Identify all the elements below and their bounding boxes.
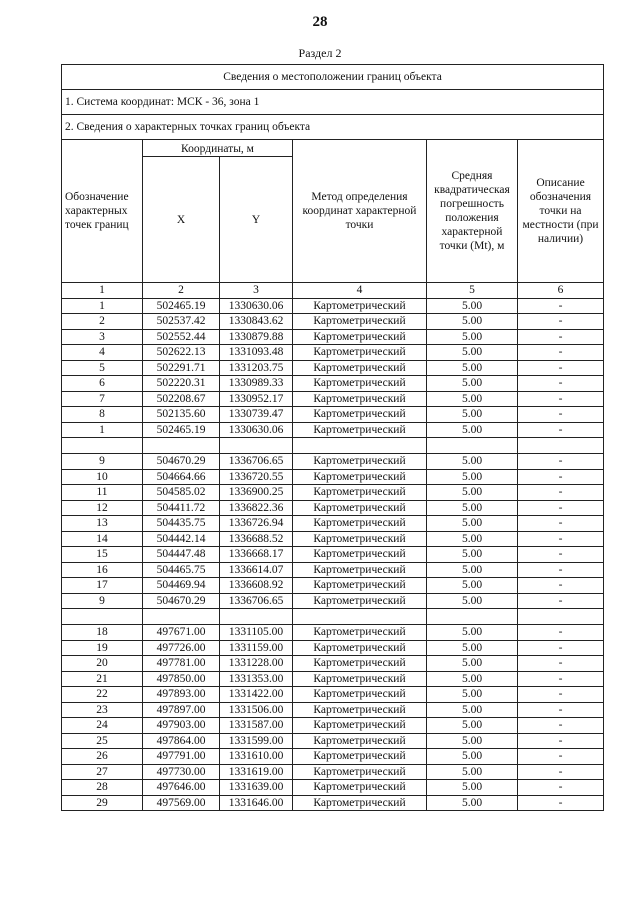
column-numbers-row xyxy=(62,283,604,299)
col-num: 6 xyxy=(518,283,604,299)
error: 5.00 xyxy=(427,764,518,780)
error: 5.00 xyxy=(427,485,518,501)
point-number: 1 xyxy=(62,298,143,314)
error: 5.00 xyxy=(427,749,518,765)
coord-x: 504465.75 xyxy=(143,562,220,578)
point-number: 17 xyxy=(62,578,143,594)
method: Картометрический xyxy=(293,640,427,656)
coord-y: 1330739.47 xyxy=(220,407,293,423)
coord-y: 1331587.00 xyxy=(220,718,293,734)
table-row xyxy=(62,764,604,780)
table-row xyxy=(62,687,604,703)
spacer-cell xyxy=(427,609,518,625)
point-number: 29 xyxy=(62,795,143,811)
method: Картометрический xyxy=(293,376,427,392)
table-row xyxy=(62,780,604,796)
error: 5.00 xyxy=(427,718,518,734)
point-number: 9 xyxy=(62,454,143,470)
description: - xyxy=(518,516,604,532)
error: 5.00 xyxy=(427,345,518,361)
boundary-points-table xyxy=(61,64,604,811)
coord-x: 504447.48 xyxy=(143,547,220,563)
method: Картометрический xyxy=(293,345,427,361)
table-row xyxy=(62,733,604,749)
error: 5.00 xyxy=(427,407,518,423)
header-x: X xyxy=(143,157,220,283)
coord-y: 1336726.94 xyxy=(220,516,293,532)
table-row xyxy=(62,314,604,330)
point-number: 1 xyxy=(62,422,143,438)
coord-x: 504585.02 xyxy=(143,485,220,501)
point-number: 27 xyxy=(62,764,143,780)
description: - xyxy=(518,640,604,656)
point-number: 18 xyxy=(62,625,143,641)
error: 5.00 xyxy=(427,656,518,672)
coord-y: 1331159.00 xyxy=(220,640,293,656)
error: 5.00 xyxy=(427,531,518,547)
error: 5.00 xyxy=(427,562,518,578)
table-row xyxy=(62,469,604,485)
point-number: 6 xyxy=(62,376,143,392)
error: 5.00 xyxy=(427,314,518,330)
point-number: 22 xyxy=(62,687,143,703)
description: - xyxy=(518,329,604,345)
error: 5.00 xyxy=(427,516,518,532)
point-number: 11 xyxy=(62,485,143,501)
error: 5.00 xyxy=(427,454,518,470)
table-row xyxy=(62,640,604,656)
coord-x: 497569.00 xyxy=(143,795,220,811)
coord-x: 497671.00 xyxy=(143,625,220,641)
coord-x: 504411.72 xyxy=(143,500,220,516)
description: - xyxy=(518,314,604,330)
spacer-cell xyxy=(143,609,220,625)
table-row xyxy=(62,656,604,672)
method: Картометрический xyxy=(293,314,427,330)
coord-x: 502465.19 xyxy=(143,298,220,314)
error: 5.00 xyxy=(427,625,518,641)
table-row xyxy=(62,718,604,734)
page-number: 28 xyxy=(312,14,328,30)
spacer-cell xyxy=(143,438,220,454)
point-number: 24 xyxy=(62,718,143,734)
coord-x: 497864.00 xyxy=(143,733,220,749)
method: Картометрический xyxy=(293,531,427,547)
table-row xyxy=(62,671,604,687)
coord-x: 502465.19 xyxy=(143,422,220,438)
coord-x: 497791.00 xyxy=(143,749,220,765)
point-number: 4 xyxy=(62,345,143,361)
table-row xyxy=(62,454,604,470)
point-number: 9 xyxy=(62,593,143,609)
spacer-cell xyxy=(62,609,143,625)
col-num: 3 xyxy=(220,283,293,299)
coord-x: 497893.00 xyxy=(143,687,220,703)
header-coordinates: Координаты, м xyxy=(143,140,293,157)
coord-y: 1331506.00 xyxy=(220,702,293,718)
table-row xyxy=(62,329,604,345)
coord-x: 497903.00 xyxy=(143,718,220,734)
error: 5.00 xyxy=(427,422,518,438)
spacer-cell xyxy=(518,438,604,454)
description: - xyxy=(518,671,604,687)
description: - xyxy=(518,391,604,407)
coord-x: 497781.00 xyxy=(143,656,220,672)
table-row xyxy=(62,702,604,718)
spacer-cell xyxy=(293,609,427,625)
method: Картометрический xyxy=(293,656,427,672)
coord-y: 1336668.17 xyxy=(220,547,293,563)
description: - xyxy=(518,345,604,361)
table-row xyxy=(62,360,604,376)
coord-x: 502208.67 xyxy=(143,391,220,407)
method: Картометрический xyxy=(293,718,427,734)
description: - xyxy=(518,298,604,314)
col-num: 5 xyxy=(427,283,518,299)
method: Картометрический xyxy=(293,422,427,438)
coord-y: 1331105.00 xyxy=(220,625,293,641)
coord-y: 1336688.52 xyxy=(220,531,293,547)
description: - xyxy=(518,485,604,501)
method: Картометрический xyxy=(293,578,427,594)
method: Картометрический xyxy=(293,764,427,780)
coord-x: 504670.29 xyxy=(143,454,220,470)
table-row xyxy=(62,795,604,811)
error: 5.00 xyxy=(427,780,518,796)
point-number: 15 xyxy=(62,547,143,563)
method: Картометрический xyxy=(293,625,427,641)
description: - xyxy=(518,547,604,563)
table-row xyxy=(62,593,604,609)
coord-y: 1330879.88 xyxy=(220,329,293,345)
table-row xyxy=(62,391,604,407)
method: Картометрический xyxy=(293,593,427,609)
method: Картометрический xyxy=(293,485,427,501)
method: Картометрический xyxy=(293,469,427,485)
error: 5.00 xyxy=(427,547,518,563)
coord-x: 502291.71 xyxy=(143,360,220,376)
description: - xyxy=(518,422,604,438)
error: 5.00 xyxy=(427,360,518,376)
table-row xyxy=(62,422,604,438)
coord-x: 502552.44 xyxy=(143,329,220,345)
coord-y: 1330630.06 xyxy=(220,422,293,438)
point-number: 14 xyxy=(62,531,143,547)
point-number: 25 xyxy=(62,733,143,749)
description: - xyxy=(518,578,604,594)
error: 5.00 xyxy=(427,593,518,609)
coord-y: 1331093.48 xyxy=(220,345,293,361)
coord-y: 1331610.00 xyxy=(220,749,293,765)
section-label: Раздел 2 xyxy=(298,46,342,60)
point-number: 5 xyxy=(62,360,143,376)
spacer-cell xyxy=(62,438,143,454)
method: Картометрический xyxy=(293,360,427,376)
error: 5.00 xyxy=(427,469,518,485)
coord-x: 497646.00 xyxy=(143,780,220,796)
coord-y: 1330952.17 xyxy=(220,391,293,407)
description: - xyxy=(518,360,604,376)
method: Картометрический xyxy=(293,671,427,687)
method: Картометрический xyxy=(293,562,427,578)
table-row xyxy=(62,516,604,532)
point-number: 7 xyxy=(62,391,143,407)
table-row xyxy=(62,578,604,594)
spacer-cell xyxy=(427,438,518,454)
table-title: Сведения о местоположении границ объекта xyxy=(62,65,604,90)
coord-y: 1331203.75 xyxy=(220,360,293,376)
table-row xyxy=(62,345,604,361)
description: - xyxy=(518,702,604,718)
coord-x: 497730.00 xyxy=(143,764,220,780)
description: - xyxy=(518,376,604,392)
method: Картометрический xyxy=(293,298,427,314)
method: Картометрический xyxy=(293,780,427,796)
point-number: 28 xyxy=(62,780,143,796)
subtitle-row: 2. Сведения о характерных точках границ объекта xyxy=(62,115,604,140)
description: - xyxy=(518,454,604,470)
point-number: 8 xyxy=(62,407,143,423)
method: Картометрический xyxy=(293,733,427,749)
coord-x: 504664.66 xyxy=(143,469,220,485)
spacer-cell xyxy=(293,438,427,454)
coord-y: 1331619.00 xyxy=(220,764,293,780)
error: 5.00 xyxy=(427,376,518,392)
error: 5.00 xyxy=(427,702,518,718)
spacer-cell xyxy=(518,609,604,625)
table-row xyxy=(62,298,604,314)
header-method: Метод определения координат характерной точки xyxy=(293,140,427,283)
method: Картометрический xyxy=(293,516,427,532)
group-spacer-row xyxy=(62,438,604,454)
point-number: 12 xyxy=(62,500,143,516)
point-number: 19 xyxy=(62,640,143,656)
method: Картометрический xyxy=(293,795,427,811)
method: Картометрический xyxy=(293,329,427,345)
group-spacer-row xyxy=(62,609,604,625)
coord-x: 504469.94 xyxy=(143,578,220,594)
coord-x: 504442.14 xyxy=(143,531,220,547)
description: - xyxy=(518,795,604,811)
coord-x: 502220.31 xyxy=(143,376,220,392)
coord-x: 504670.29 xyxy=(143,593,220,609)
header-point-designation: Обозначение характерных точек границ xyxy=(62,140,143,283)
error: 5.00 xyxy=(427,687,518,703)
coord-x: 497850.00 xyxy=(143,671,220,687)
coord-y: 1331639.00 xyxy=(220,780,293,796)
coord-x: 502537.42 xyxy=(143,314,220,330)
coord-y: 1331228.00 xyxy=(220,656,293,672)
coord-y: 1336706.65 xyxy=(220,454,293,470)
coord-y: 1331599.00 xyxy=(220,733,293,749)
coord-y: 1336614.07 xyxy=(220,562,293,578)
coord-y: 1330630.06 xyxy=(220,298,293,314)
point-number: 13 xyxy=(62,516,143,532)
col-num: 2 xyxy=(143,283,220,299)
method: Картометрический xyxy=(293,454,427,470)
point-number: 26 xyxy=(62,749,143,765)
description: - xyxy=(518,656,604,672)
coord-y: 1330989.33 xyxy=(220,376,293,392)
coord-y: 1336706.65 xyxy=(220,593,293,609)
table-row xyxy=(62,500,604,516)
point-number: 21 xyxy=(62,671,143,687)
header-error: Средняя квадратическая погрешность положения характерной точки (Mt), м xyxy=(427,140,518,283)
description: - xyxy=(518,562,604,578)
method: Картометрический xyxy=(293,702,427,718)
coord-y: 1336720.55 xyxy=(220,469,293,485)
description: - xyxy=(518,469,604,485)
method: Картометрический xyxy=(293,407,427,423)
method: Картометрический xyxy=(293,687,427,703)
error: 5.00 xyxy=(427,578,518,594)
header-y: Y xyxy=(220,157,293,283)
method: Картометрический xyxy=(293,500,427,516)
method: Картометрический xyxy=(293,749,427,765)
coord-y: 1330843.62 xyxy=(220,314,293,330)
coord-y: 1331646.00 xyxy=(220,795,293,811)
point-number: 3 xyxy=(62,329,143,345)
table-row xyxy=(62,625,604,641)
error: 5.00 xyxy=(427,298,518,314)
coord-y: 1336900.25 xyxy=(220,485,293,501)
coord-x: 504435.75 xyxy=(143,516,220,532)
error: 5.00 xyxy=(427,795,518,811)
description: - xyxy=(518,593,604,609)
spacer-cell xyxy=(220,609,293,625)
coord-y: 1336608.92 xyxy=(220,578,293,594)
coord-x: 497897.00 xyxy=(143,702,220,718)
description: - xyxy=(518,764,604,780)
table-row xyxy=(62,749,604,765)
point-number: 23 xyxy=(62,702,143,718)
error: 5.00 xyxy=(427,391,518,407)
header-description: Описание обозначения точки на местности (при наличии) xyxy=(518,140,604,283)
description: - xyxy=(518,407,604,423)
point-number: 20 xyxy=(62,656,143,672)
error: 5.00 xyxy=(427,733,518,749)
table-row xyxy=(62,376,604,392)
col-num: 4 xyxy=(293,283,427,299)
coord-x: 497726.00 xyxy=(143,640,220,656)
coord-y: 1331422.00 xyxy=(220,687,293,703)
error: 5.00 xyxy=(427,671,518,687)
description: - xyxy=(518,625,604,641)
table-row xyxy=(62,531,604,547)
table-row xyxy=(62,407,604,423)
table-row xyxy=(62,562,604,578)
description: - xyxy=(518,749,604,765)
point-number: 16 xyxy=(62,562,143,578)
error: 5.00 xyxy=(427,329,518,345)
description: - xyxy=(518,500,604,516)
coord-y: 1336822.36 xyxy=(220,500,293,516)
coord-y: 1331353.00 xyxy=(220,671,293,687)
error: 5.00 xyxy=(427,640,518,656)
description: - xyxy=(518,733,604,749)
table-row xyxy=(62,547,604,563)
point-number: 10 xyxy=(62,469,143,485)
error: 5.00 xyxy=(427,500,518,516)
table-row xyxy=(62,485,604,501)
col-num: 1 xyxy=(62,283,143,299)
spacer-cell xyxy=(220,438,293,454)
coord-x: 502135.60 xyxy=(143,407,220,423)
description: - xyxy=(518,780,604,796)
coord-system-row: 1. Система координат: МСК - 36, зона 1 xyxy=(62,90,604,115)
method: Картометрический xyxy=(293,391,427,407)
description: - xyxy=(518,718,604,734)
description: - xyxy=(518,531,604,547)
description: - xyxy=(518,687,604,703)
coord-x: 502622.13 xyxy=(143,345,220,361)
method: Картометрический xyxy=(293,547,427,563)
point-number: 2 xyxy=(62,314,143,330)
